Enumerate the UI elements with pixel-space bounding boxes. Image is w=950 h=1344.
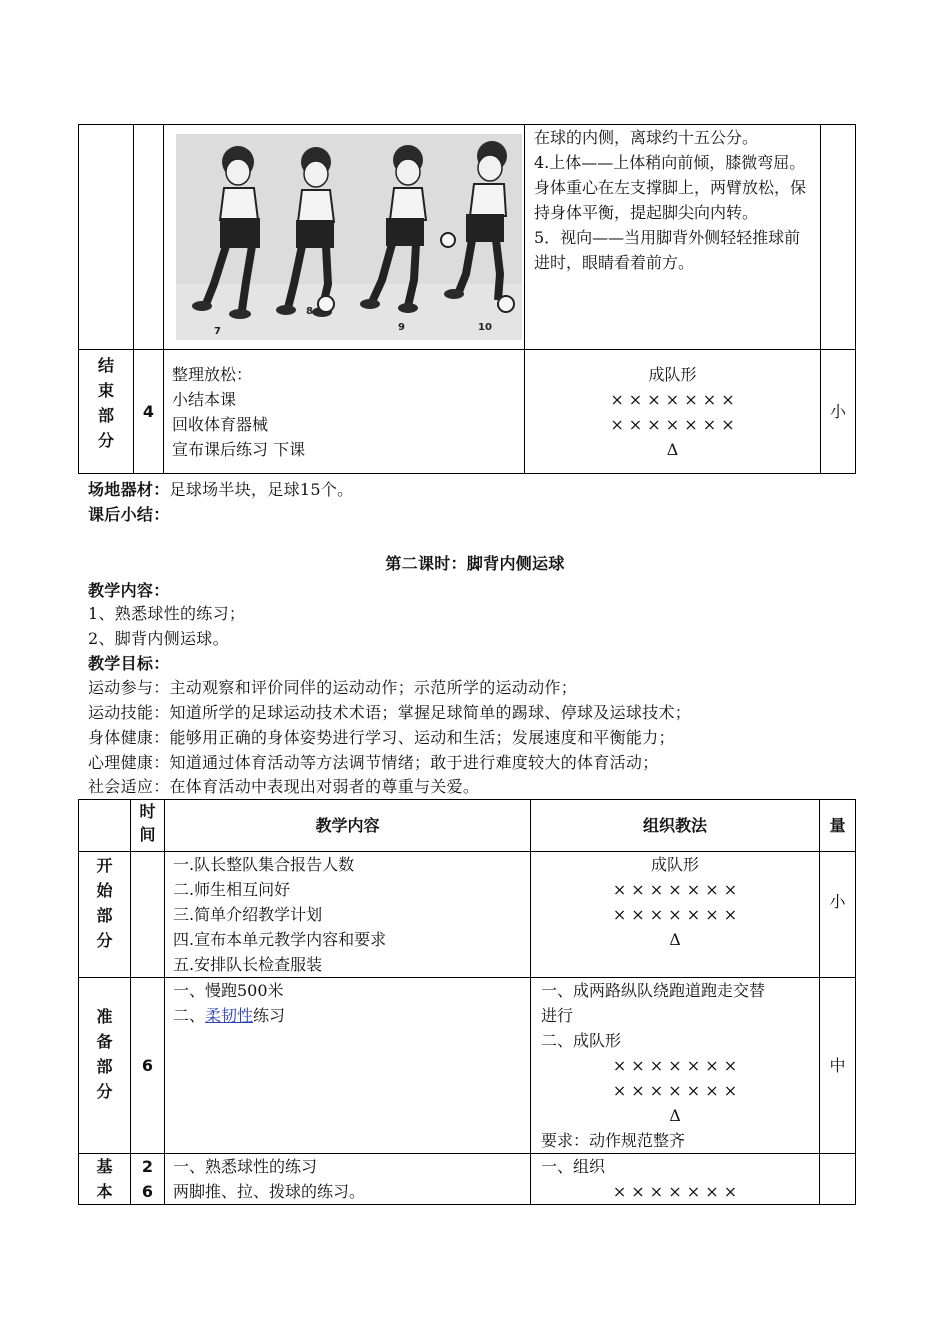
header-content: 教学内容 [165,800,531,852]
table-row-end-section [79,350,856,474]
method-cell: 一、组织 × × × × × × × [531,1154,820,1205]
formation-cell [531,852,820,978]
method-cell: 一、成两路纵队绕跑道跑走交替 进行 二、成队形 × × × × × × × × × × × × × × Δ 要求：动作规范整齐 [531,978,820,1154]
formation-row: × × × × × × × [612,905,738,924]
time-cell: 4 [134,350,164,474]
time-cell: 2 6 [131,1154,165,1205]
formation-cell [525,350,821,474]
teacher-mark: Δ [669,1106,681,1125]
section-label-basic: 基 本 [79,1154,131,1205]
table-row-prep-section [79,978,856,1154]
amount-cell: 小 [820,852,856,978]
section-label-prep: 准 备 部 分 [79,978,131,1154]
content-cell: 一.队长整队集合报告人数 二.师生相互问好 三.简单介绍教学计划 四.宣布本单元教学内容和要求 五.安排队长检查服装 [165,852,531,978]
photo-label-10: 10 [478,322,492,333]
content-item: 2、脚背内侧运球。 [88,629,229,648]
after-class-summary-label: 课后小结： [88,505,170,524]
lesson2-plan-table [78,799,856,1205]
content-cell: 一、熟悉球性的练习 两脚推、拉、拨球的练习。 [165,1154,531,1205]
lesson2-title: 第二课时：脚背内侧运球 [385,554,565,573]
photo-label-9: 9 [398,322,405,333]
amount-cell: 小 [821,350,856,474]
header-amount: 量 [820,800,856,852]
formation-row: × × × × × × × [612,1056,738,1075]
time-cell [131,852,165,978]
header-time: 时 间 [131,800,165,852]
section-label-end: 结 束 部 分 [79,350,134,474]
formation-row: × × × × × × × [610,390,735,409]
teacher-mark: Δ [669,930,681,949]
goal-item: 运动参与：主动观察和评价同伴的运动动作；示范所学的运动动作； [88,678,578,697]
goal-item: 身体健康：能够用正确的身体姿势进行学习、运动和生活；发展速度和平衡能力； [88,728,675,747]
formation-row: × × × × × × × [612,1182,738,1201]
dribbling-figures-image [176,134,522,340]
flexibility-link[interactable]: 柔韧性 [205,1006,254,1025]
goal-item: 运动技能：知道所学的足球运动技术术语；掌握足球简单的踢球、停球及运球技术； [88,703,692,722]
venue-equipment-line: 场地器材：足球场半块，足球15个。 [88,480,354,499]
section-label-start: 开 始 部 分 [79,852,131,978]
table-row-start-section [79,852,856,978]
content-item: 1、熟悉球性的练习； [88,604,246,623]
formation-title: 成队形 [648,365,697,384]
formation-row: × × × × × × × [612,1081,738,1100]
content-cell: 整理放松： 小结本课 回收体育器械 宣布课后练习 下课 [164,350,525,474]
content-heading: 教学内容： [88,581,170,600]
content-cell: 一、慢跑500米 二、柔韧性练习 [165,978,531,1154]
table-header-row [79,800,856,852]
time-cell: 6 [131,978,165,1154]
formation-row: × × × × × × × [610,415,735,434]
table-row-basic-section [79,1154,856,1205]
goals-heading: 教学目标： [88,654,170,673]
amount-cell: 中 [820,978,856,1154]
formation-title: 成队形 [650,855,699,874]
goal-item: 心理健康：知道通过体育活动等方法调节情绪；敢于进行难度较大的体育活动； [88,753,659,772]
formation-row: × × × × × × × [612,880,738,899]
photo-label-8: 8 [306,306,313,317]
dribbling-sequence-photo [176,134,522,340]
header-method: 组织教法 [531,800,820,852]
photo-label-7: 7 [214,326,221,337]
teacher-mark: Δ [666,440,679,459]
technique-description: 在球的内侧，离球约十五公分。 4.上体——上体稍向前倾，膝微弯屈。 身体重心在左支撑脚上，两臂放松，保 持身体平衡，提起脚尖向内转。 5．视向——当用脚背外侧轻轻推球前 进时，眼睛看着前方。 [525,125,821,350]
goal-item: 社会适应：在体育活动中表现出对弱者的尊重与关爱。 [88,777,480,796]
